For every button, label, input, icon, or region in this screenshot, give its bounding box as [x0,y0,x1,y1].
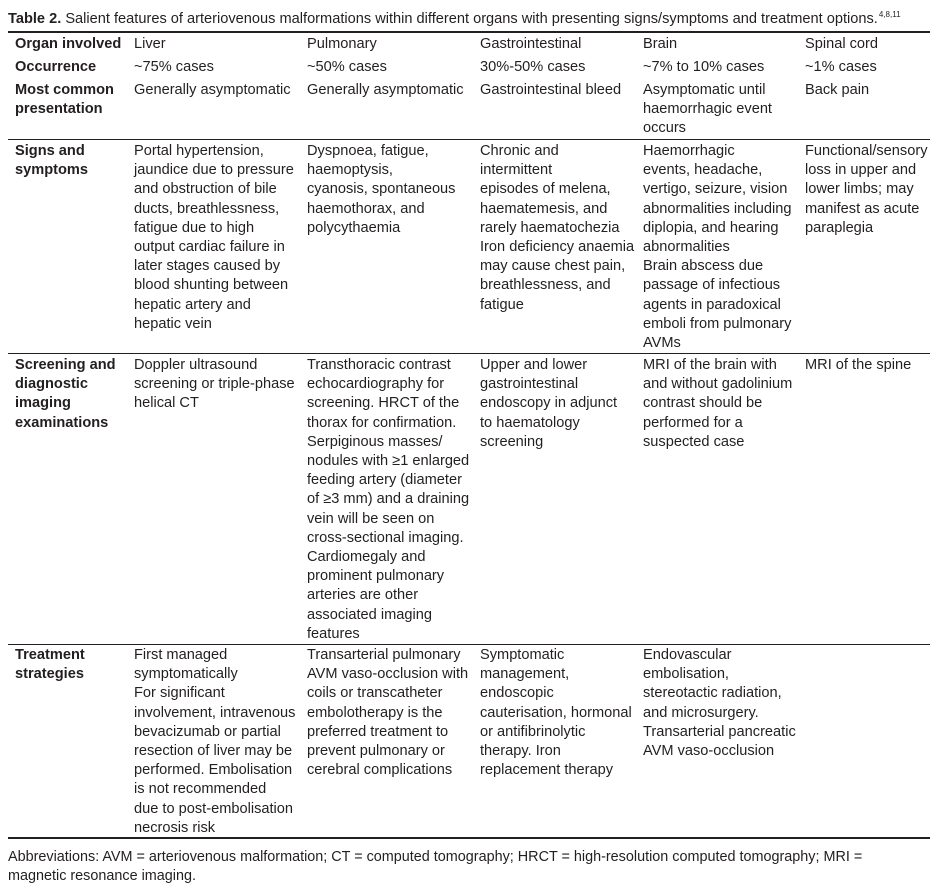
row-label-signs: Signs and symptoms [15,143,88,179]
header-label: Organ involved [15,36,122,52]
table-references: 4,8,11 [878,10,901,19]
header-spinal-cord: Spinal cord [805,36,879,52]
cell-occurrence-spinal-cord: ~1% cases [805,59,877,75]
table-label: Table 2. [8,11,62,27]
table-caption [8,6,932,28]
cell-signs-spinal-cord: Functional/sensory loss in upper and lower limbs; may manifest as acute paraplegia [805,143,928,236]
cell-presentation-liver: Generally asymptomatic [134,82,291,98]
cell-occurrence-liver: ~75% cases [134,59,214,75]
cell-screening-brain: MRI of the brain with and without gadolinium contrast should be performed for a suspected case [643,357,793,450]
bottom-rule [8,837,930,839]
row-label-treatment: Treatment strategies [15,647,85,683]
row-divider [8,644,930,645]
cell-presentation-brain: Asymptomatic until haemorrhagic event occurs [643,82,772,137]
cell-screening-pulmonary: Transthoracic contrast echocardiography for screening. HRCT of the thorax for confirmation. Serpiginous masses/ nodules with ≥1 enlarged feeding artery (diameter of ≥3 mm) and a draining vein will be seen on cross-sectional imaging. Cardiomegaly and prominent pulmonary arteries are other associated imaging features [307,357,470,642]
cell-screening-spinal-cord: MRI of the spine [805,357,912,373]
cell-screening-liver: Doppler ultrasound screening or triple-phase helical CT [134,357,295,412]
cell-presentation-pulmonary: Generally asymptomatic [307,82,464,98]
row-divider [8,353,930,354]
cell-occurrence-brain: ~7% to 10% cases [643,59,765,75]
cell-occurrence-gastrointestinal: 30%-50% cases [480,59,586,75]
row-label-screening: Screening and diagnostic imaging examinations [15,357,116,431]
cell-treatment-gastrointestinal: Symptomatic management, endoscopic cauterisation, hormonal or antifibrinolytic therapy. Iron replacement therapy [480,647,632,779]
cell-occurrence-pulmonary: ~50% cases [307,59,387,75]
table-caption-text: Salient features of arteriovenous malformations within different organs with presenting signs/symptoms and treatment options. [65,11,878,27]
header-gastrointestinal: Gastrointestinal [480,36,582,52]
cell-signs-brain: Haemorrhagic events, headache, vertigo, seizure, vision abnormalities including diplopia, and hearing abnormalities Brain abscess due passage of infectious agents in paradoxical emboli from pulmonary AVMs [643,143,792,352]
header-pulmonary: Pulmonary [307,36,377,52]
row-label-presentation: Most common presentation [15,82,114,118]
header-liver: Liver [134,36,166,52]
cell-signs-gastrointestinal: Chronic and intermittent episodes of melena, haematemesis, and rarely haematochezia Iron deficiency anaemia may cause chest pain, breathlessness, and fatigue [480,143,635,313]
cell-signs-pulmonary: Dyspnoea, fatigue, haemoptysis, cyanosis, spontaneous haemothorax, and polycythaemia [307,143,456,236]
cell-presentation-spinal-cord: Back pain [805,82,870,98]
cell-presentation-gastrointestinal: Gastrointestinal bleed [480,82,622,98]
cell-screening-gastrointestinal: Upper and lower gastrointestinal endoscopy in adjunct to haematology screening [480,357,618,450]
header-brain: Brain [643,36,678,52]
cell-treatment-brain: Endovascular embolisation, stereotactic radiation, and microsurgery. Transarterial pancreatic AVM vaso-occlusion [643,647,796,760]
top-rule [8,31,930,33]
row-divider [8,139,930,140]
cell-treatment-pulmonary: Transarterial pulmonary AVM vaso-occlusion with coils or transcatheter embolotherapy is the preferred treatment to prevent pulmonary or cerebral complications [307,647,469,779]
cell-treatment-liver: First managed symptomatically For significant involvement, intravenous bevacizumab or partial resection of liver may be performed. Embolisation is not recommended due to post-embolisation necrosis risk [134,647,296,836]
cell-signs-liver: Portal hypertension, jaundice due to pressure and obstruction of bile ducts, breathlessness, fatigue due to high output cardiac failure in later stages caused by blood shunting between hepatic artery and hepatic vein [134,143,294,332]
row-label-occurrence: Occurrence [15,59,97,75]
abbreviations-footnote: Abbreviations: AVM = arteriovenous malformation; CT = computed tomography; HRCT = high-resolution computed tomography; MRI = magnetic resonance imaging. [8,849,863,884]
